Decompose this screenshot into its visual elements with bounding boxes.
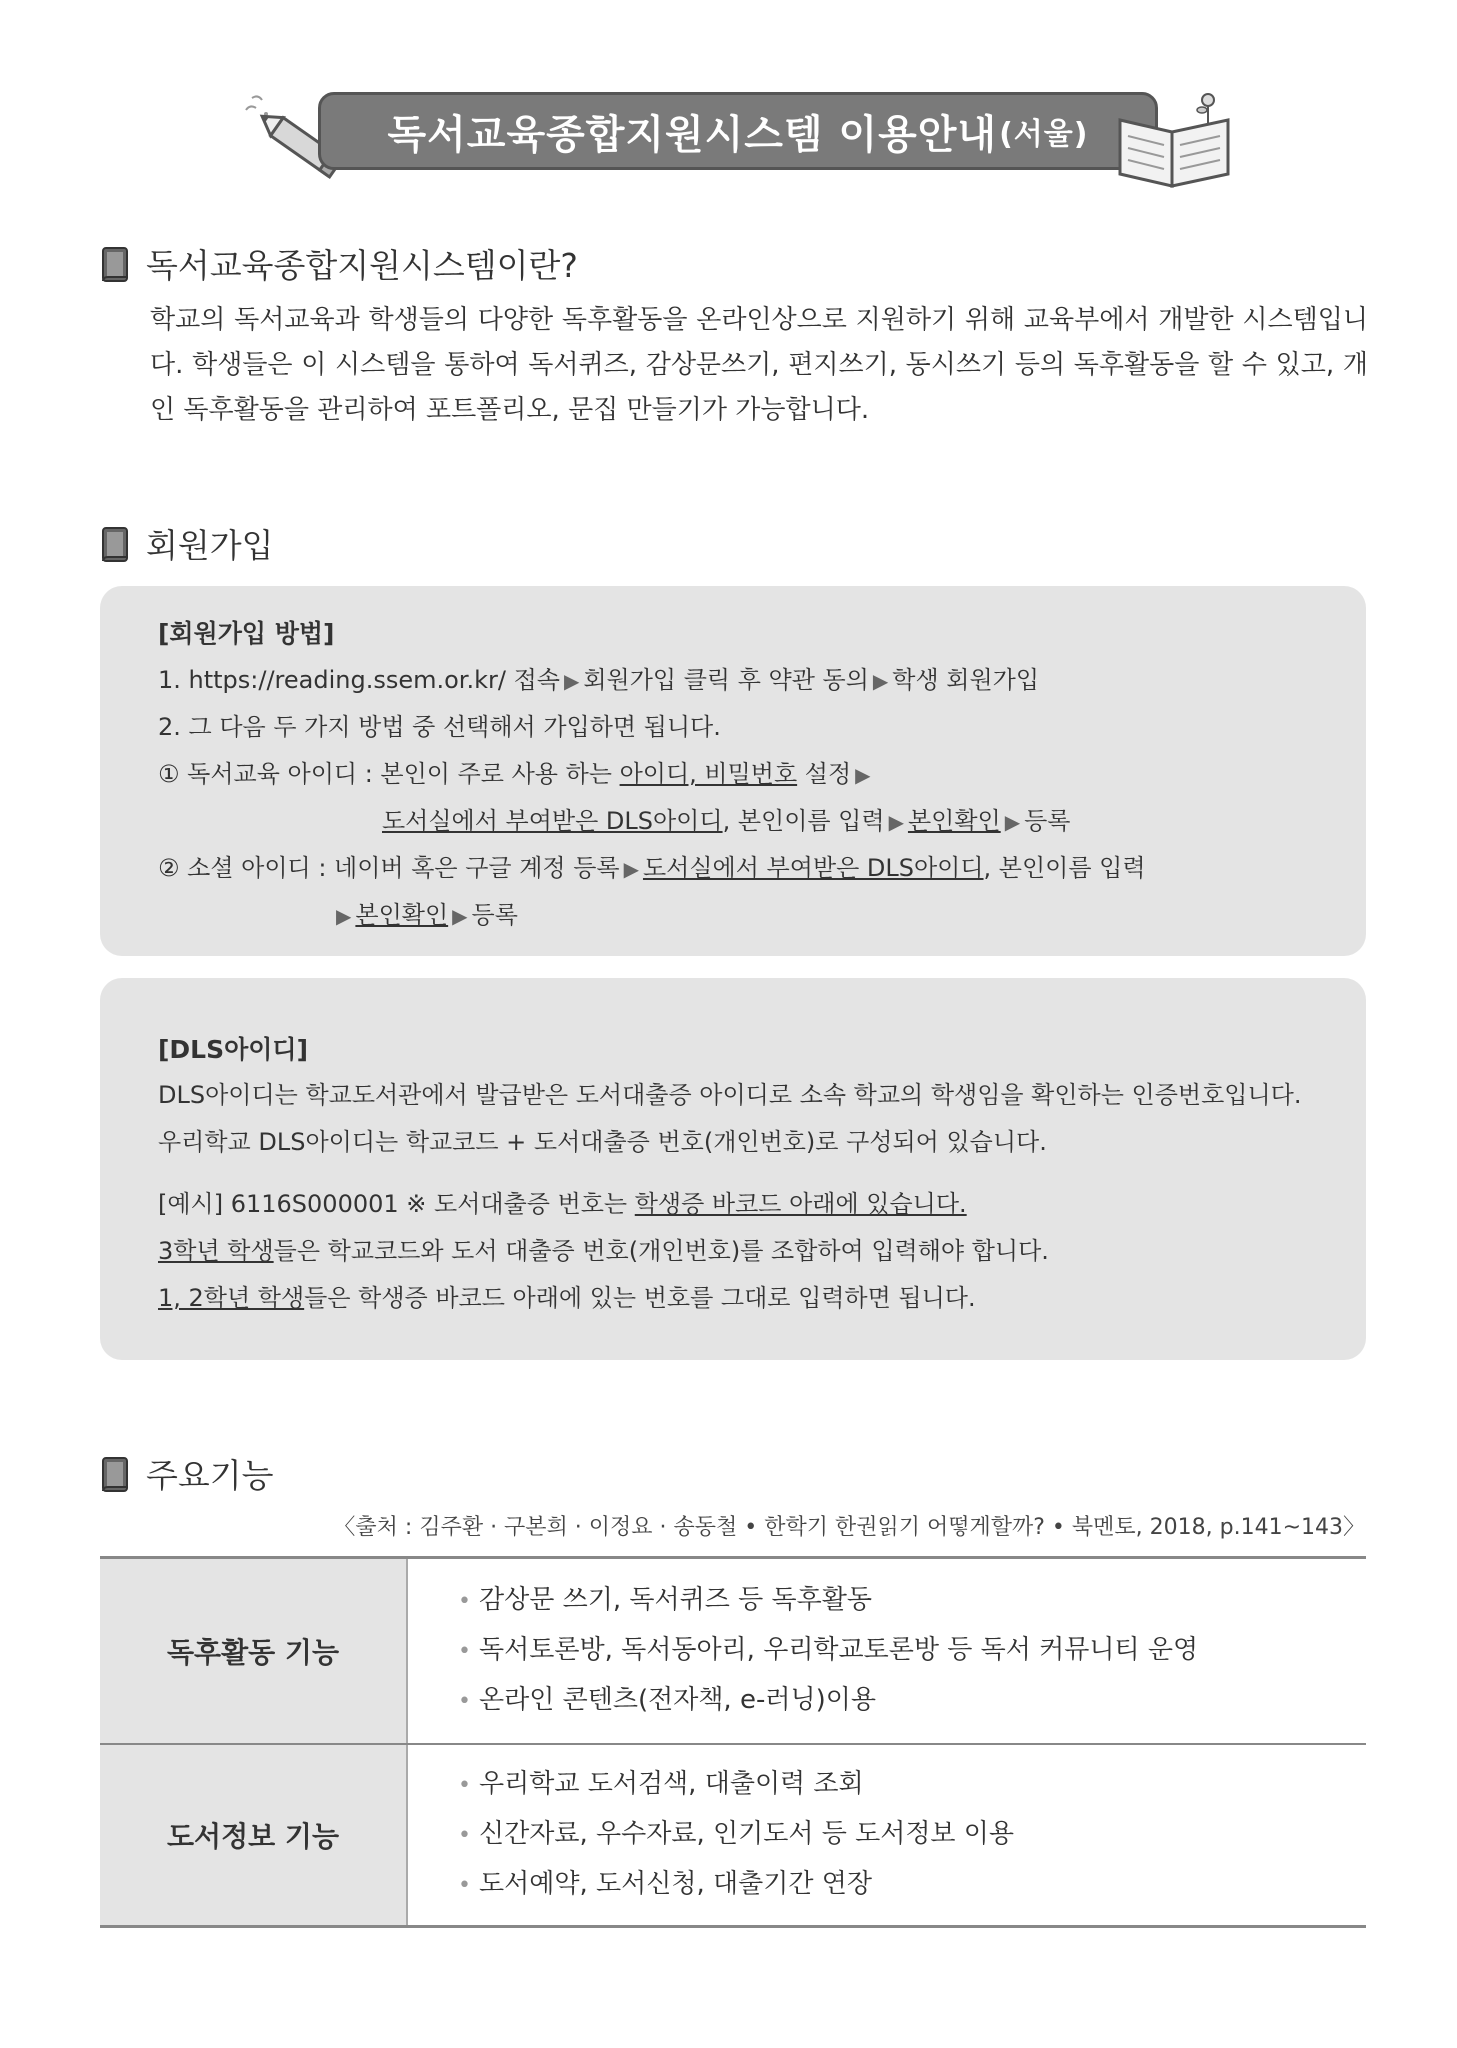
row-items — [407, 1558, 1366, 1745]
dls-example: [예시] 6116S000001 ※ 도서대출증 번호는 학생증 바코드 아래에 있습니다. — [158, 1190, 967, 1218]
list-item: • 온라인 콘텐츠(전자책, e-러닝)이용 — [458, 1676, 1366, 1726]
row-label: 도서정보 기능 — [100, 1744, 407, 1927]
dls-desc-1: DLS아이디는 학교도서관에서 발급받은 도서대출증 아이디로 소속 학교의 학생임을 확인하는 인증번호입니다. — [158, 1081, 1302, 1109]
arrow-icon: ▶ — [452, 904, 468, 928]
book-icon — [100, 1454, 132, 1494]
section-title: 독서교육종합지원시스템이란? — [146, 246, 578, 285]
signup-option-1-cont: 도서실에서 부여받은 DLS아이디, 본인이름 입력 ▶ 본인확인 ▶ 등록 — [382, 807, 1071, 835]
dls-grade12: 1, 2학년 학생들은 학생증 바코드 아래에 있는 번호를 그대로 입력하면 됩니다. — [158, 1284, 976, 1312]
section-heading-intro — [100, 240, 578, 287]
signup-option-1: ① 독서교육 아이디 : 본인이 주로 사용 하는 아이디, 비밀번호 설정 ▶ — [158, 760, 871, 788]
row-items — [407, 1744, 1366, 1927]
list-item: • 우리학교 도서검색, 대출이력 조회 — [458, 1760, 1366, 1810]
row-label: 독후활동 기능 — [100, 1558, 407, 1745]
arrow-icon: ▶ — [855, 763, 871, 787]
page-title — [318, 92, 1158, 170]
arrow-icon: ▶ — [563, 669, 580, 693]
list-item: • 도서예약, 도서신청, 대출기간 연장 — [458, 1860, 1366, 1910]
book-icon — [100, 244, 132, 284]
list-item: • 감상문 쓰기, 독서퀴즈 등 독후활동 — [458, 1576, 1366, 1626]
signup-option-2-cont: ▶ 본인확인 ▶ 등록 — [336, 901, 518, 929]
section-heading-signup — [100, 520, 274, 567]
signup-step-1: 1. https://reading.ssem.or.kr/ 접속 ▶ 회원가입 클릭 후 약관 동의 ▶ 학생 회원가입 — [158, 666, 1040, 694]
list-item: • 독서토론방, 독서동아리, 우리학교토론방 등 독서 커뮤니티 운영 — [458, 1626, 1366, 1676]
dls-desc-2: 우리학교 DLS아이디는 학교코드 + 도서대출증 번호(개인번호)로 구성되어 있습니다. — [158, 1128, 1047, 1156]
intro-paragraph: 학교의 독서교육과 학생들의 다양한 독후활동을 온라인상으로 지원하기 위해 교육부에서 개발한 시스템입니다. 학생들은 이 시스템을 통하여 독서퀴즈, 감상문쓰기, 편지쓰기, 동시쓰기 등의 독후활동을 할 수 있고, 개인 독후활동을 관리하여 포트폴리오, 문집 만들기가 가능합니다. — [150, 305, 1368, 425]
table-row — [100, 1744, 1366, 1927]
source-citation: 〈출처 : 김주환 · 구본희 · 이정요 · 송동철 • 한학기 한권읽기 어떻게할까? • 북멘토, 2018, p.141~143〉 — [333, 1515, 1365, 1540]
arrow-icon: ▶ — [888, 810, 904, 834]
signup-option-2: ② 소셜 아이디 : 네이버 혹은 구글 계정 등록 ▶ 도서실에서 부여받은 DLS아이디, 본인이름 입력 — [158, 854, 1146, 882]
signup-step-2: 2. 그 다음 두 가지 방법 중 선택해서 가입하면 됩니다. — [158, 713, 721, 741]
list-item: • 신간자료, 우수자료, 인기도서 등 도서정보 이용 — [458, 1810, 1366, 1860]
section-title: 주요기능 — [146, 1456, 274, 1495]
arrow-icon: ▶ — [336, 904, 352, 928]
features-table — [100, 1556, 1366, 1928]
open-book-icon — [1110, 90, 1240, 190]
arrow-icon: ▶ — [623, 857, 639, 881]
arrow-icon: ▶ — [1004, 810, 1021, 834]
book-icon — [100, 524, 132, 564]
dls-grade3: 3학년 학생들은 학교코드와 도서 대출증 번호(개인번호)를 조합하여 입력해야 합니다. — [158, 1237, 1049, 1265]
section-title: 회원가입 — [146, 526, 274, 565]
table-row — [100, 1558, 1366, 1745]
signup-url-text: 1. https://reading.ssem.or.kr/ 접속 — [158, 666, 560, 694]
section-heading-features — [100, 1450, 274, 1497]
arrow-icon: ▶ — [872, 669, 889, 693]
box-title: [DLS아이디] — [158, 1035, 308, 1064]
box-title: [회원가입 방법] — [158, 619, 335, 648]
title-sub: (서울) — [999, 117, 1089, 152]
title-main: 독서교육종합지원시스템 이용안내 — [387, 111, 998, 158]
